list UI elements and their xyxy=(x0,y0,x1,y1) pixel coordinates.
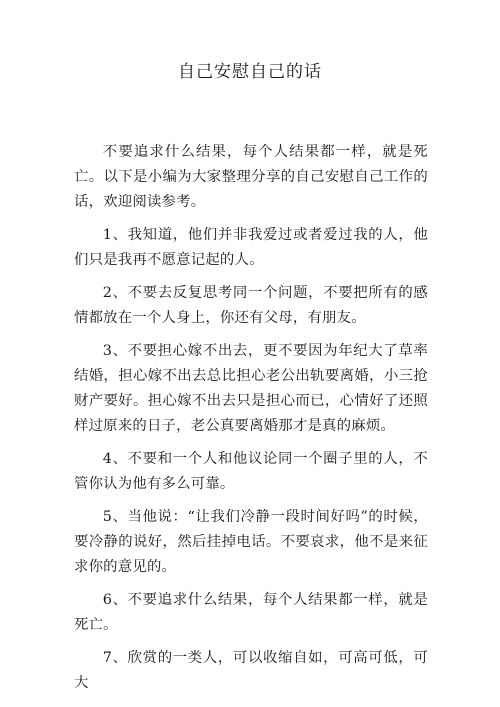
list-item: 5、当他说：“让我们冷静一段时间好吗”的时候，要冷静的说好，然后挂掉电话。不要哀求，他不是来征求你的意见的。 xyxy=(74,509,428,575)
list-item: 3、不要担心嫁不出去，更不要因为年纪大了草率结婚，担心嫁不出去总比担心老公出轨要离婚，小三抢财产要好。担心嫁不出去只是担心而已，心情好了还照样过原来的日子，老公真要离婚那才是真的麻烦。 xyxy=(74,343,428,434)
list-item: 6、不要追求什么结果，每个人结果都一样，就是死亡。 xyxy=(74,592,428,633)
list-item: 2、不要去反复思考同一个问题，不要把所有的感情都放在一个人身上，你还有父母，有朋友。 xyxy=(74,285,428,326)
list-item: 7、欣赏的一类人，可以收缩自如，可高可低，可大 xyxy=(74,650,428,691)
list-item: 4、不要和一个人和他议论同一个圈子里的人，不管你认为他有多么可靠。 xyxy=(74,451,428,492)
page-title: 自己安慰自己的话 xyxy=(178,62,322,82)
list-item: 1、我知道，他们并非我爱过或者爱过我的人，他们只是我再不愿意记起的人。 xyxy=(74,227,428,268)
document-body xyxy=(74,140,428,704)
intro-paragraph: 不要追求什么结果，每个人结果都一样，就是死亡。以下是小编为大家整理分享的自己安慰自己工作的话，欢迎阅读参考。 xyxy=(74,144,428,210)
